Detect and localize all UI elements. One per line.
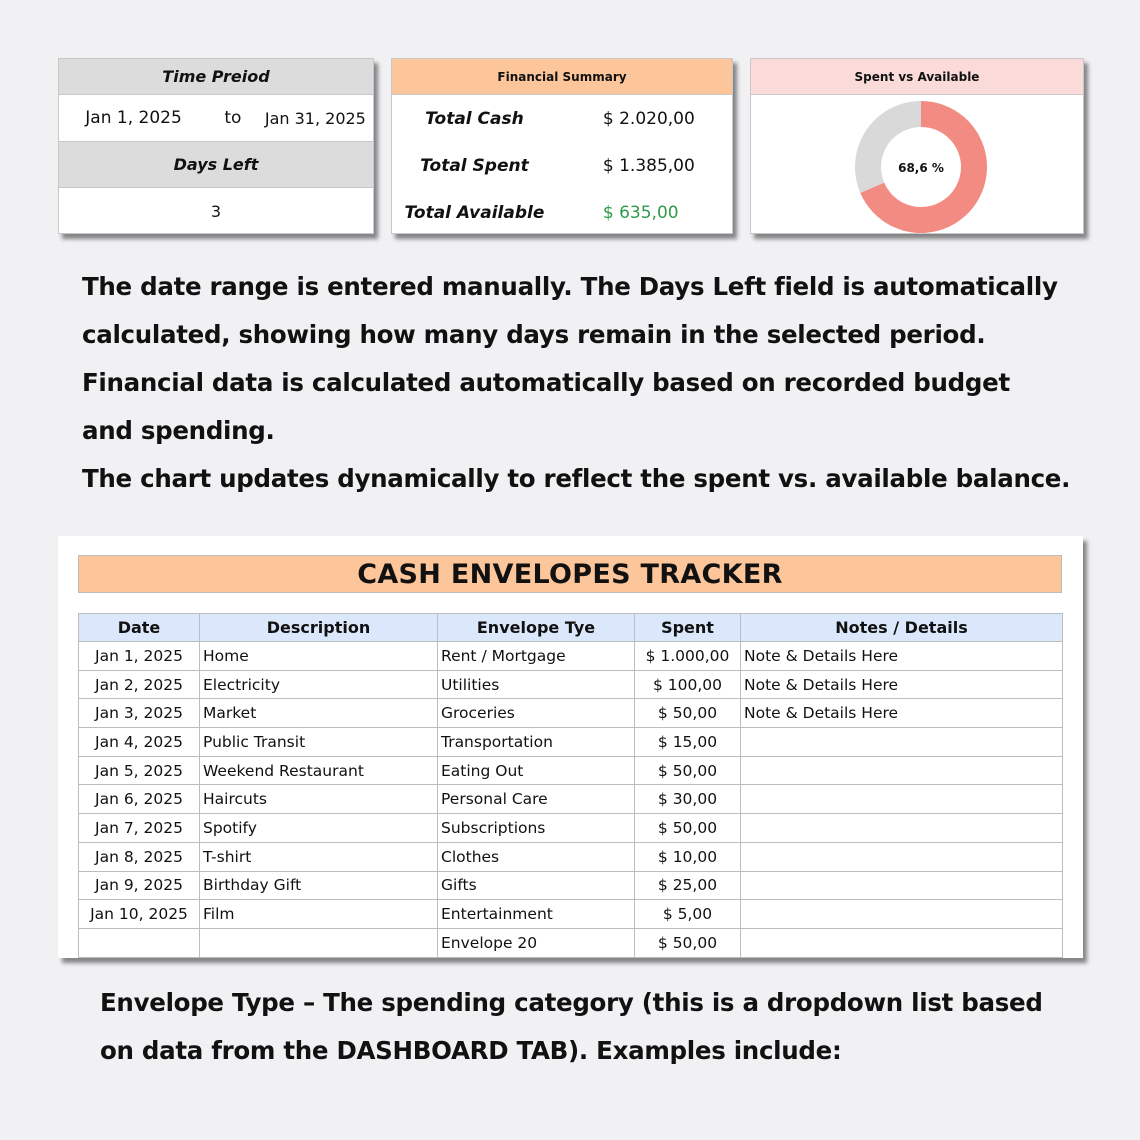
table-row — [79, 756, 1063, 785]
envelope-type-cell[interactable]: Subscriptions — [438, 814, 635, 843]
spent-cell[interactable]: $ 100,00 — [635, 670, 741, 699]
envelope-type-cell[interactable]: Groceries — [438, 699, 635, 728]
date-range-row — [59, 95, 373, 142]
description-cell[interactable]: Home — [200, 642, 438, 671]
description-cell[interactable]: Film — [200, 900, 438, 929]
notes-cell[interactable]: Note & Details Here — [741, 670, 1063, 699]
envelope-type-cell[interactable]: Rent / Mortgage — [438, 642, 635, 671]
tracker-title: CASH ENVELOPES TRACKER — [78, 555, 1062, 593]
envelope-type-cell[interactable]: Eating Out — [438, 756, 635, 785]
notes-cell[interactable] — [741, 728, 1063, 757]
spent-cell[interactable]: $ 1.000,00 — [635, 642, 741, 671]
total-available-label: Total Available — [404, 202, 545, 223]
envelope-type-cell[interactable]: Clothes — [438, 842, 635, 871]
notes-cell[interactable] — [741, 871, 1063, 900]
description-cell[interactable]: Market — [200, 699, 438, 728]
spent-vs-available-panel — [750, 58, 1084, 234]
description-line: and spending. — [82, 416, 275, 445]
date-cell[interactable] — [79, 928, 200, 957]
financial-summary-header: Financial Summary — [392, 59, 732, 95]
envelope-type-description — [100, 979, 1110, 1075]
spent-cell[interactable]: $ 50,00 — [635, 928, 741, 957]
spent-cell[interactable]: $ 50,00 — [635, 699, 741, 728]
date-cell[interactable]: Jan 2, 2025 — [79, 670, 200, 699]
end-date-field[interactable]: Jan 31, 2025 — [264, 108, 366, 128]
description-line: The date range is entered manually. The Days Left field is automatically — [82, 272, 1058, 301]
description-cell[interactable] — [200, 928, 438, 957]
description-line: The chart updates dynamically to reflect the spent vs. available balance. — [82, 464, 1071, 493]
total-cash-row — [392, 95, 732, 142]
spent-cell[interactable]: $ 10,00 — [635, 842, 741, 871]
to-label: to — [224, 108, 242, 128]
column-header-notes: Notes / Details — [741, 614, 1063, 642]
donut-center-label: 68,6 % — [898, 161, 944, 175]
spent-cell[interactable]: $ 25,00 — [635, 871, 741, 900]
notes-cell[interactable] — [741, 900, 1063, 929]
envelope-type-cell[interactable]: Transportation — [438, 728, 635, 757]
table-row — [79, 900, 1063, 929]
notes-cell[interactable] — [741, 928, 1063, 957]
table-body — [79, 642, 1063, 958]
description-line: calculated, showing how many days remain in the selected period. — [82, 320, 986, 349]
description-cell[interactable]: Haircuts — [200, 785, 438, 814]
description-line: Financial data is calculated automatically based on recorded budget — [82, 368, 1010, 397]
table-row — [79, 728, 1063, 757]
time-period-panel — [58, 58, 374, 234]
column-header-spent: Spent — [635, 614, 741, 642]
description-cell[interactable]: T-shirt — [200, 842, 438, 871]
description-cell[interactable]: Electricity — [200, 670, 438, 699]
envelope-type-cell[interactable]: Utilities — [438, 670, 635, 699]
total-spent-row — [392, 142, 732, 189]
date-cell[interactable]: Jan 9, 2025 — [79, 871, 200, 900]
spent-cell[interactable]: $ 50,00 — [635, 814, 741, 843]
date-cell[interactable]: Jan 4, 2025 — [79, 728, 200, 757]
table-row — [79, 814, 1063, 843]
description-line: on data from the DASHBOARD TAB). Examples include: — [100, 1036, 842, 1065]
date-cell[interactable]: Jan 10, 2025 — [79, 900, 200, 929]
cash-envelopes-tracker — [58, 536, 1083, 958]
spent-cell[interactable]: $ 30,00 — [635, 785, 741, 814]
date-cell[interactable]: Jan 5, 2025 — [79, 756, 200, 785]
table-row — [79, 871, 1063, 900]
tracker-table — [78, 613, 1063, 958]
table-header-row — [79, 614, 1063, 642]
donut-chart — [853, 99, 989, 235]
total-cash-label: Total Cash — [425, 108, 524, 129]
total-spent-label: Total Spent — [420, 155, 529, 176]
table-row — [79, 642, 1063, 671]
table-row — [79, 670, 1063, 699]
time-period-header: Time Preiod — [59, 59, 373, 95]
description-cell[interactable]: Spotify — [200, 814, 438, 843]
column-header-envelope-type: Envelope Tye — [438, 614, 635, 642]
table-row — [79, 699, 1063, 728]
column-header-date: Date — [79, 614, 200, 642]
financial-summary-panel — [391, 58, 733, 234]
date-cell[interactable]: Jan 1, 2025 — [79, 642, 200, 671]
notes-cell[interactable] — [741, 756, 1063, 785]
description-cell[interactable]: Public Transit — [200, 728, 438, 757]
date-cell[interactable]: Jan 8, 2025 — [79, 842, 200, 871]
description-cell[interactable]: Birthday Gift — [200, 871, 438, 900]
total-available-value: $ 635,00 — [602, 202, 679, 223]
table-row — [79, 928, 1063, 957]
table-row — [79, 842, 1063, 871]
notes-cell[interactable] — [741, 785, 1063, 814]
total-spent-value: $ 1.385,00 — [602, 155, 695, 176]
spent-cell[interactable]: $ 5,00 — [635, 900, 741, 929]
description-cell[interactable]: Weekend Restaurant — [200, 756, 438, 785]
total-cash-value: $ 2.020,00 — [602, 108, 695, 129]
notes-cell[interactable]: Note & Details Here — [741, 642, 1063, 671]
start-date-field[interactable]: Jan 1, 2025 — [85, 108, 182, 128]
notes-cell[interactable]: Note & Details Here — [741, 699, 1063, 728]
date-cell[interactable]: Jan 7, 2025 — [79, 814, 200, 843]
available-slice — [855, 101, 921, 193]
notes-cell[interactable] — [741, 842, 1063, 871]
spent-cell[interactable]: $ 50,00 — [635, 756, 741, 785]
date-cell[interactable]: Jan 3, 2025 — [79, 699, 200, 728]
total-available-row — [392, 189, 732, 236]
table-row — [79, 785, 1063, 814]
envelope-type-cell[interactable]: Envelope 20 — [438, 928, 635, 957]
description-line: Envelope Type – The spending category (this is a dropdown list based — [100, 988, 1043, 1017]
notes-cell[interactable] — [741, 814, 1063, 843]
envelope-type-cell[interactable]: Personal Care — [438, 785, 635, 814]
envelope-type-cell[interactable]: Gifts — [438, 871, 635, 900]
days-left-header: Days Left — [59, 142, 373, 188]
spent-cell[interactable]: $ 15,00 — [635, 728, 741, 757]
date-cell[interactable]: Jan 6, 2025 — [79, 785, 200, 814]
description-paragraph — [82, 263, 1092, 503]
envelope-type-cell[interactable]: Entertainment — [438, 900, 635, 929]
days-left-value: 3 — [210, 201, 222, 221]
chart-title: Spent vs Available — [751, 59, 1083, 95]
column-header-description: Description — [200, 614, 438, 642]
